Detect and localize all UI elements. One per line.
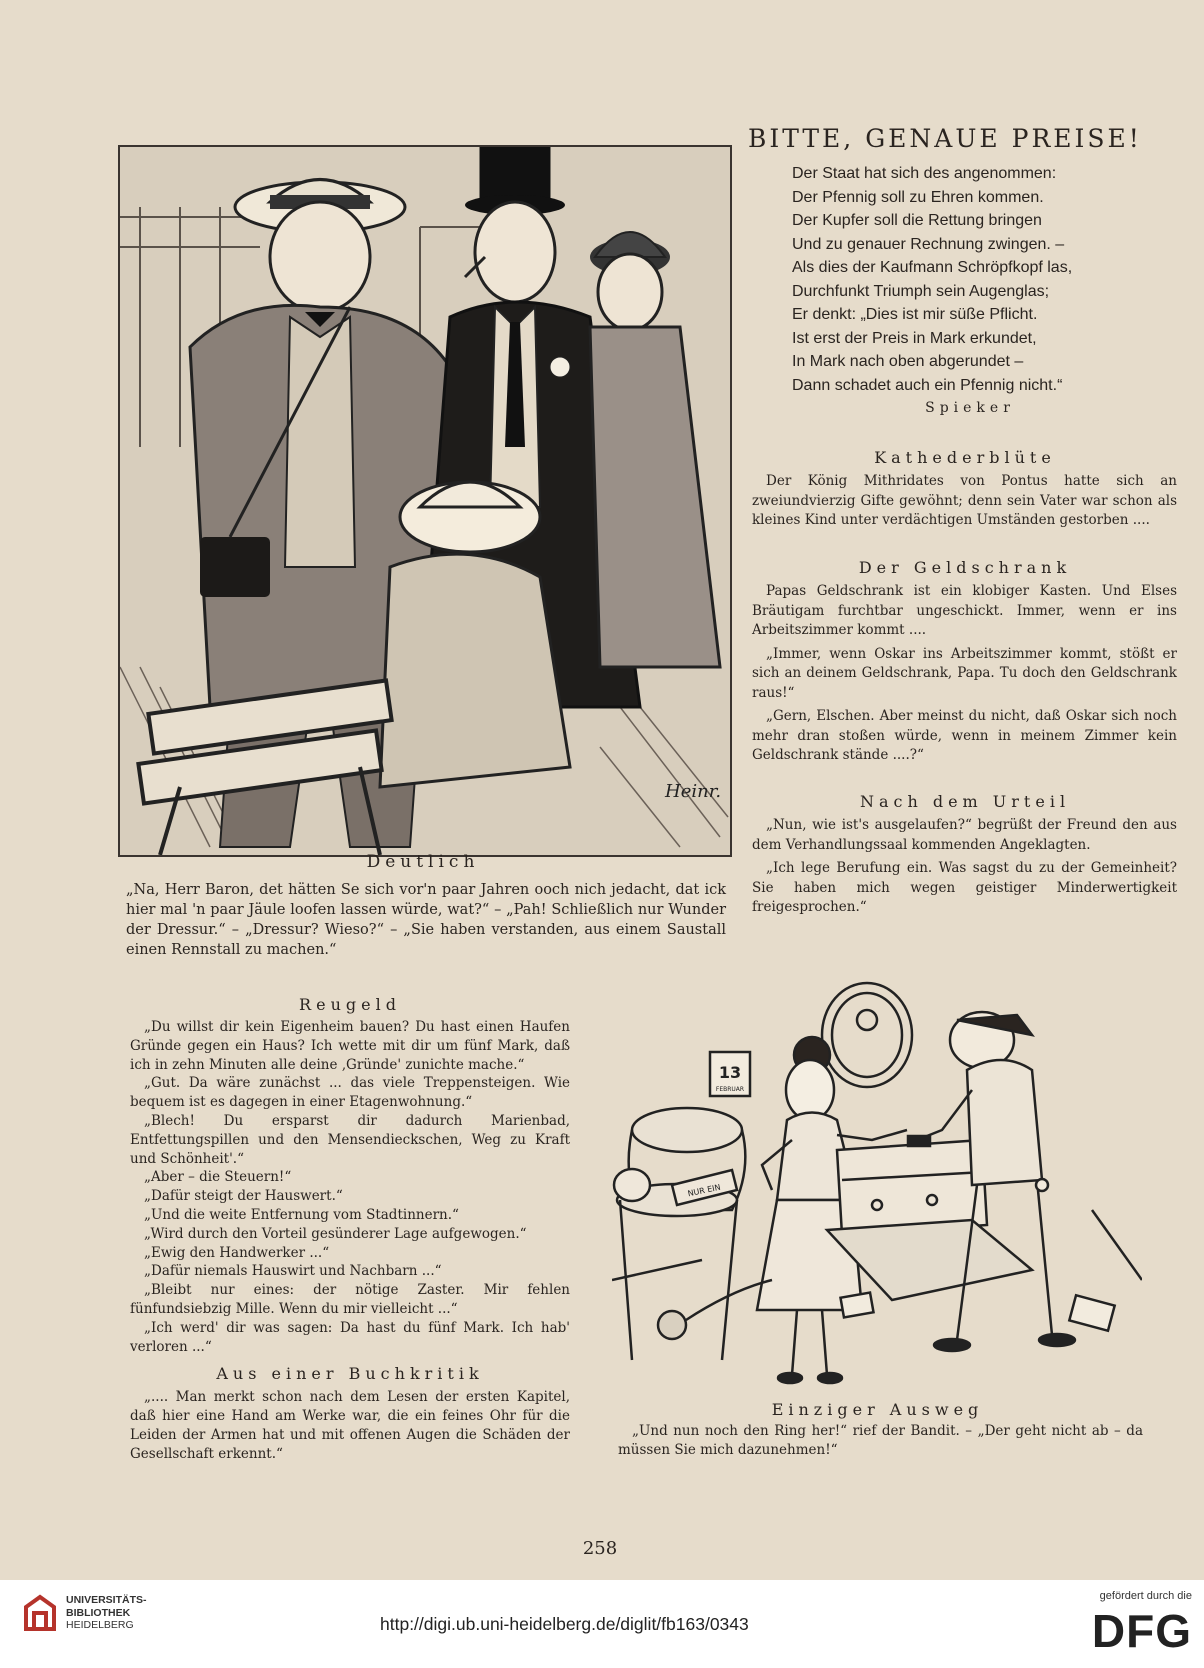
- poem-line: In Mark nach oben abgerundet –: [792, 353, 1024, 370]
- poem-line: Er denkt: „Dies ist mir süße Pflicht.: [792, 306, 1038, 323]
- poem-author: Spieker: [925, 400, 1015, 416]
- urteil-title: Nach dem Urteil: [859, 792, 1071, 811]
- cup-box-label: NUR EIN: [686, 1182, 722, 1199]
- reugeld-paragraph: „Bleibt nur eines: der nötige Zaster. Mir fehlen fünfundsiebzig Mille. Wenn du mir vielleicht ...“: [130, 1282, 570, 1317]
- digitization-footer: [0, 1580, 1204, 1668]
- deutlich-paragraph: „Na, Herr Baron, det hätten Se sich vor'n paar Jahren ooch nich jedacht, dat ick hier mal 'n paar Jäule loofen lassen würde, wat?“ – „Pah! Schließlich nur Wunder der Dressur.“ – „Dressur? Wieso?“ – „Sie haben verstanden, aus einem Saustall einen Rennstall zu machen.“: [126, 882, 726, 958]
- poem-title: BITTE, GENAUE PREISE!: [748, 124, 1142, 153]
- geldschrank-paragraph: „Immer, wenn Oskar ins Arbeitszimmer kommt, stößt er sich an deinem Geldschrank, Papa. Tu doch den Geldschrank raus!“: [752, 645, 1177, 701]
- katheder-paragraph: Der König Mithridates von Pontus hatte sich an zweiundvierzig Gifte gewöhnt; denn sein Vater war schon als kleines Kind unter verdächtigen Umständen gestorben ....: [752, 473, 1177, 528]
- poem-body: [792, 162, 1172, 397]
- reugeld-paragraph: „Aber – die Steuern!“: [144, 1169, 292, 1186]
- library-name-line: BIBLIOTHEK: [66, 1606, 131, 1619]
- library-logo: [22, 1593, 58, 1633]
- urteil-paragraph: „Ich lege Berufung ein. Was sagst du zu der Gemeinheit? Sie haben mich wegen geistiger Minderwertigkeit freigesprochen.“: [752, 860, 1177, 915]
- permalink[interactable]: http://digi.ub.uni-heidelberg.de/diglit/fb163/0343: [380, 1614, 749, 1634]
- dfg-logo: DFG: [1091, 1605, 1192, 1657]
- poem-line: Der Kupfer soll die Rettung bringen: [792, 212, 1042, 229]
- reugeld-paragraph: „Ewig den Handwerker ...“: [144, 1244, 330, 1261]
- artist-signature: Heinr.: [665, 781, 722, 802]
- bandit-cartoon: [612, 980, 1142, 1410]
- poem-line: Der Staat hat sich des angenommen:: [792, 165, 1057, 182]
- deutlich-title: Deutlich: [366, 852, 480, 872]
- poem-line: Als dies der Kaufmann Schröpfkopf las,: [792, 259, 1073, 276]
- reugeld-paragraph: „Dafür steigt der Hauswert.“: [144, 1188, 343, 1205]
- poem-line: Ist erst der Preis in Mark erkundet,: [792, 329, 1037, 347]
- reugeld-text: [130, 1018, 570, 1356]
- library-name: [66, 1594, 147, 1632]
- katheder-title: Kathederblüte: [874, 448, 1056, 467]
- ausweg-paragraph: „Und nun noch den Ring her!“ rief der Bandit. – „Der geht nicht ab – da müssen Sie mich dazunehmen!“: [618, 1423, 1143, 1458]
- geldschrank-text: [752, 582, 1177, 766]
- reugeld-paragraph: „Blech! Du ersparst dir dadurch Marienbad, Entfettungspillen und den Mensendieckschen, Weg zu Kraft und Schönheit'.“: [130, 1112, 570, 1167]
- reugeld-title: Reugeld: [299, 995, 401, 1014]
- reugeld-paragraph: „Wird durch den Vorteil gesünderer Lage aufgewogen.“: [144, 1225, 527, 1242]
- geldschrank-paragraph: „Gern, Elschen. Aber meinst du nicht, daß Oskar sich noch mehr dran stoßen würde, wenn in meinem Zimmer kein Geldschrank stände ....?“: [752, 708, 1177, 763]
- buchkritik-paragraph: „.... Man merkt schon nach dem Lesen der ersten Kapitel, daß hier eine Hand am Werke war, die ein feines Ohr für die Leiden der Armen hat und mit offenen Augen die Schäden der Gesellschaft erkennt.“: [130, 1389, 570, 1462]
- funding-note: gefördert durch die: [1099, 1590, 1192, 1602]
- bandit-cartoon-drawing: [612, 980, 1142, 1410]
- poem-line: Durchfunkt Triumph sein Augenglas;: [792, 282, 1050, 300]
- ausweg-text: [618, 1422, 1143, 1460]
- deutlich-text: [126, 880, 726, 960]
- reugeld-paragraph: „Gut. Da wäre zunächst ... das viele Treppensteigen. Wie bequem ist es dagegen in einer Etagenwohnung.“: [130, 1075, 570, 1111]
- library-name-line: UNIVERSITÄTS-: [66, 1594, 147, 1606]
- buchkritik-title: Aus einer Buchkritik: [216, 1364, 484, 1383]
- library-name-line: HEIDELBERG: [66, 1619, 134, 1631]
- page-number: 258: [582, 1538, 618, 1559]
- race-track-illustration: [118, 145, 732, 857]
- buchkritik-text: [130, 1388, 570, 1464]
- urteil-paragraph: „Nun, wie ist's ausgelaufen?“ begrüßt der Freund den aus dem Verhandlungssaal kommenden Angeklagten.: [752, 817, 1177, 853]
- poem-line: Der Pfennig soll zu Ehren kommen.: [792, 188, 1044, 206]
- reugeld-paragraph: „Und die weite Entfernung vom Stadtinnern.“: [144, 1206, 459, 1223]
- race-track-drawing: [120, 147, 730, 855]
- reugeld-paragraph: „Du willst dir kein Eigenheim bauen? Du hast einen Haufen Gründe gegen ein Haus? Ich wette mit dir um fünf Mark, daß ich in zehn Minuten alle deine ‚Gründe' zunichte mache.“: [130, 1019, 570, 1073]
- reugeld-paragraph: „Ich werd' dir was sagen: Da hast du fünf Mark. Ich hab' verloren ...“: [130, 1319, 570, 1355]
- geldschrank-title: Der Geldschrank: [858, 558, 1072, 577]
- urteil-text: [752, 816, 1177, 918]
- reugeld-paragraph: „Dafür niemals Hauswirt und Nachbarn ...“: [144, 1263, 442, 1280]
- calendar-day: 13: [718, 1063, 742, 1082]
- library-logo-icon: [22, 1593, 58, 1633]
- poem-line: Dann schadet auch ein Pfennig nicht.“: [792, 376, 1063, 394]
- katheder-text: [752, 472, 1177, 531]
- ausweg-title: Einziger Ausweg: [771, 1400, 984, 1419]
- geldschrank-paragraph: Papas Geldschrank ist ein klobiger Kasten. Und Elses Bräutigam furchtbar ungeschickt. Immer, wenn er ins Arbeitszimmer kommt ....: [752, 583, 1177, 638]
- calendar-month: FEBRUAR: [715, 1086, 745, 1093]
- poem-line: Und zu genauer Rechnung zwingen. –: [792, 235, 1065, 253]
